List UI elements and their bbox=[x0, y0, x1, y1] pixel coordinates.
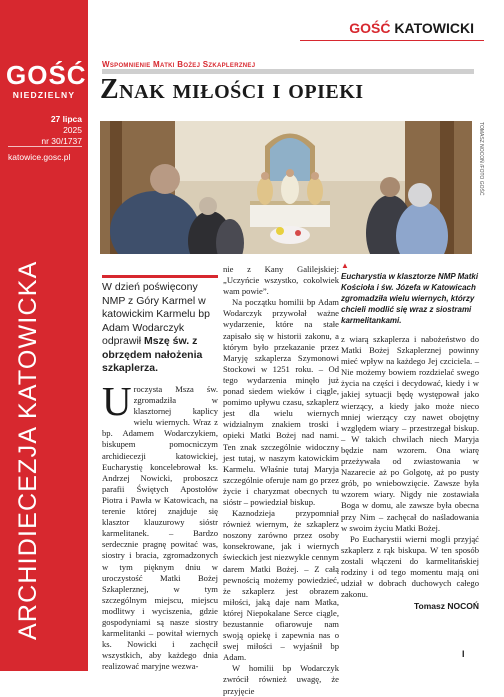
drop-cap: U bbox=[102, 378, 132, 424]
paragraph: z wiarą szkaplerza i nabożeństwo do Matki Bożej Szkaplerznej powinny mieć wpływ na każdego Jej czciciela. – Nie możemy bowiem rozdzielać swego życia na części i decydować, kiedy i w jakiej sytuacji będę występował jako wierzący, a kiedy jako może nieco mniej wierzący czy nawet obojętny względem wiary – przestrzegał biskup. – W takich chwilach niech Maryja będzie nam wzorem. Ona wiarę przeżywała od zwiastowania w Nazarecie aż po Golgotę, aż po pusty grób, po wniebowzięcie. Zawsze była wzorem wiary. Nigdy nie zostawiała Boga w domu, ale zawsze była obecna przy Nim – zachęcał do naśladowania w swoim życiu Matki Bożej. bbox=[341, 334, 479, 533]
brand-divider bbox=[300, 40, 484, 41]
article-column-1 bbox=[102, 378, 218, 672]
article-photo bbox=[100, 121, 472, 254]
section-vertical-title: ARCHIDIECEZJA KATOWICKA bbox=[14, 260, 42, 640]
paragraph: Kaznodzieja przypomniał również wiernym, że szkaplerz noszony zarówno przez osoby konsekrowane, jak i wiernych świeckich jest niezwykle cennym darem Matki Bożej. – Z całą pewnością możemy powiedzieć, że szkaplerz jest obrazem miłości, jaką daje nam Matka, której Niepokalane Serce ciągle, bezustannie ofiarowuje nam swoją opiekę i zapewnia nas o swej miłości – wyjaśnił bp Adam. bbox=[223, 508, 339, 663]
lead-bold: Mszę św. z obrzędem nałożenia szkaplerza bbox=[102, 335, 203, 374]
paragraph: Po Eucharystii wierni mogli przyjąć szkaplerz z rąk biskupa. W ten sposób zostali włączeni do karmelitańskiej rodziny i od tego momentu mają oni udział w dobrach duchowych całego zakonu. bbox=[341, 533, 479, 600]
sidebar-divider bbox=[8, 146, 82, 147]
article-title: Znak miłości i opieki bbox=[100, 74, 364, 105]
masthead-sidebar bbox=[0, 0, 88, 671]
brand-left: GOŚĆ bbox=[349, 20, 391, 36]
article-lead bbox=[102, 275, 218, 376]
lead-text: W dzień poświęcony NMP z Góry Karmel w katowickim Karmelu bp Adam Wodarczyk odprawił bbox=[102, 281, 210, 347]
article-column-3 bbox=[341, 334, 479, 612]
website-link[interactable]: katowice.gosc.pl bbox=[8, 152, 71, 162]
paragraph: W homilii bp Wodarczyk zwrócił również uwagę, że przyjęcie bbox=[223, 663, 339, 696]
lead-end: . bbox=[155, 362, 159, 374]
article-kicker: Wspomnienie Matki Bożej Szkaplerznej bbox=[102, 60, 256, 69]
gosc-logo bbox=[6, 60, 87, 100]
article-column-2 bbox=[223, 264, 339, 697]
logo-sub: NIEDZIELNY bbox=[12, 90, 76, 100]
issue-number: nr 30/1737 bbox=[41, 136, 82, 146]
logo-main: GOŚĆ bbox=[6, 60, 87, 90]
brand-right: KATOWICKI bbox=[394, 20, 474, 36]
photo-caption bbox=[341, 260, 479, 326]
paragraph bbox=[102, 378, 218, 672]
issue-year: 2025 bbox=[63, 125, 82, 135]
photo-credit: TOMASZ NOCOŃ /FOTO GOŚĆ bbox=[478, 122, 484, 196]
issue-info bbox=[41, 114, 82, 147]
article-author: Tomasz NOCOŃ bbox=[413, 601, 479, 612]
caption-triangle-icon: ▲ bbox=[341, 261, 349, 270]
page-number: I bbox=[462, 649, 465, 659]
paragraph: Na początku homilii bp Adam Wodarczyk przywołał ważne wydarzenie, które na stałe zapisało się w historii zakonu, a którym było przekazanie przez Maryję szkaplerza Szymonowi Stockowi w 1251 roku. – Od tego wydarzenia minęło już ponad siedem wieków i ciągle, pomimo upływu czasu, szkaplerz jest dla wielu wiernych widzialnym znakiem troski i opieki Matki Bożej nad nami. Ten znak szczególnie widoczny jest tutaj, w naszym katowickim Karmelu. Właśnie tutaj Maryja szczególnie oferuje nam go przez życie i charyzmat obecnych tu sióstr – powiedział biskup. bbox=[223, 297, 339, 507]
caption-text: Eucharystia w klasztorze NMP Matki Kościoła i św. Józefa w Katowicach zgromadziła wielu wiernych, którzy chcieli modlić się wraz z siostrami karmelitankami. bbox=[341, 272, 479, 325]
issue-date: 27 lipca bbox=[50, 114, 82, 124]
paragraph: nie z Kany Galilejskiej: „Uczyńcie wszystko, cokolwiek wam powie”. bbox=[223, 264, 339, 297]
brand-header bbox=[349, 20, 474, 36]
col1-text: roczysta Msza św. zgromadziła w klasztornej kaplicy wielu wiernych. Wraz z bp. Adamem Wodarczykiem, biskupem pomocniczym archidiecezji katowickiej, Eucharystię koncelebrował ks. Andrzej Nowicki, proboszcz parafii Świętych Apostołów Piotra i Pawła w Katowicach, na terenie której znajduje się klasztor klauzurowy sióstr karmelitanek. – Bardzo serdecznie pragnę powitać was, siostry i bracia, zgromadzonych w tym pięknym dniu w uroczystość Matki Bożej Szkaplerznej, w tym szczególnym miejscu, miejscu modlitwy i wyciszenia, gdzie gospodyniami są nasze siostry karmelitanki – powitał wiernych ks. Nowicki i zachęcił wszystkich, aby każdego dnia realizować maryjne wezwa- bbox=[102, 384, 218, 672]
